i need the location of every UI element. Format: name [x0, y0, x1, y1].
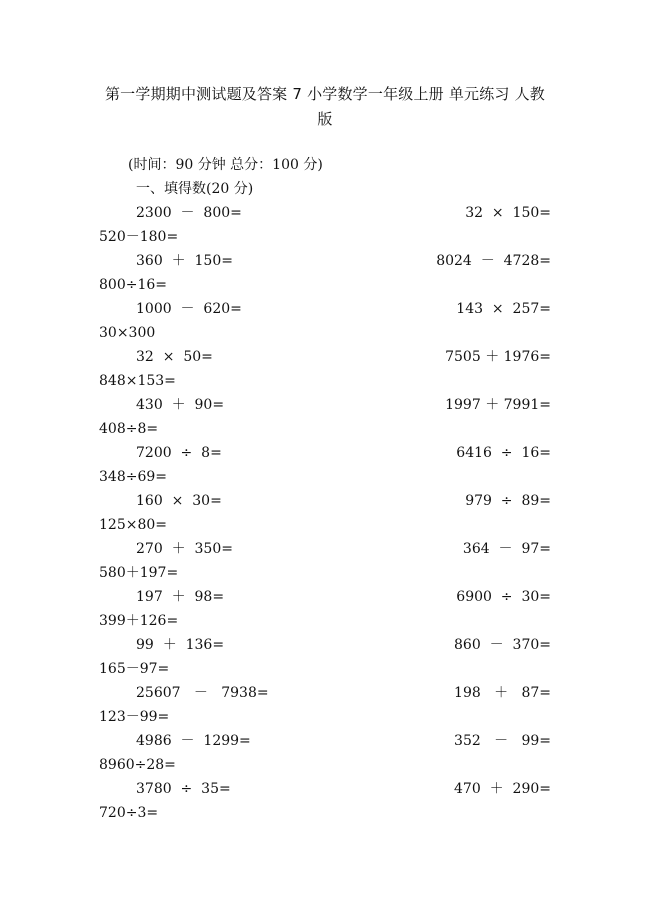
problem-next-line: 8960÷28=	[99, 757, 176, 773]
problem-right: 352 － 99=	[454, 733, 551, 749]
problem-row	[0, 635, 650, 683]
problem-row	[0, 299, 650, 347]
problem-left: 4986 － 1299=	[136, 733, 251, 749]
problem-left: 430 ＋ 90=	[136, 397, 225, 413]
problem-next-line: 848×153=	[99, 373, 176, 389]
problem-next-line: 580＋197=	[99, 565, 179, 581]
problem-right: 6416 ÷ 16=	[456, 445, 551, 461]
problem-right: 8024 － 4728=	[436, 253, 551, 269]
problem-next-line: 800÷16=	[99, 277, 167, 293]
problem-right: 6900 ÷ 30=	[456, 589, 551, 605]
problem-next-line: 30×300	[99, 325, 156, 341]
problem-row	[0, 395, 650, 443]
problem-left: 360 ＋ 150=	[136, 253, 233, 269]
problem-left: 3780 ÷ 35=	[136, 781, 231, 797]
problem-right: 198 ＋ 87=	[454, 685, 551, 701]
problem-next-line: 125×80=	[99, 517, 167, 533]
problem-left: 1000 － 620=	[136, 301, 242, 317]
problem-row	[0, 347, 650, 395]
problem-row	[0, 251, 650, 299]
problem-next-line: 520－180=	[99, 229, 179, 245]
problem-next-line: 348÷69=	[99, 469, 167, 485]
problem-row	[0, 779, 650, 827]
problem-right: 143 × 257=	[456, 301, 551, 317]
problem-next-line: 399＋126=	[99, 613, 179, 629]
problem-right: 860 － 370=	[454, 637, 551, 653]
problem-left: 32 × 50=	[136, 349, 213, 365]
problem-row	[0, 491, 650, 539]
section-heading: 一、填得数(20 分)	[136, 181, 254, 197]
problem-row	[0, 683, 650, 731]
problem-left: 25607 － 7938=	[136, 685, 269, 701]
document-title: 第一学期期中测试题及答案 7 小学数学一年级上册 单元练习 人教版	[104, 85, 546, 128]
problem-left: 270 ＋ 350=	[136, 541, 233, 557]
problem-list	[0, 203, 650, 827]
problem-right: 364 － 97=	[462, 541, 551, 557]
problem-next-line: 720÷3=	[99, 805, 159, 821]
problem-row	[0, 731, 650, 779]
problem-left: 2300 － 800=	[136, 205, 242, 221]
problem-right: 32 × 150=	[465, 205, 551, 221]
problem-right: 470 ＋ 290=	[454, 781, 551, 797]
problem-next-line: 165－97=	[99, 661, 170, 677]
problem-left: 99 ＋ 136=	[136, 637, 225, 653]
problem-row	[0, 587, 650, 635]
problem-next-line: 408÷8=	[99, 421, 159, 437]
problem-left: 160 × 30=	[136, 493, 222, 509]
problem-right: 1997 ＋ 7991=	[445, 397, 551, 413]
exam-time-and-score: (时间：90 分钟 总分：100 分)	[128, 157, 323, 173]
problem-right: 7505 ＋ 1976=	[445, 349, 551, 365]
problem-left: 197 ＋ 98=	[136, 589, 225, 605]
problem-row	[0, 203, 650, 251]
problem-right: 979 ÷ 89=	[465, 493, 551, 509]
problem-next-line: 123－99=	[99, 709, 170, 725]
problem-row	[0, 539, 650, 587]
problem-left: 7200 ÷ 8=	[136, 445, 222, 461]
problem-row	[0, 443, 650, 491]
